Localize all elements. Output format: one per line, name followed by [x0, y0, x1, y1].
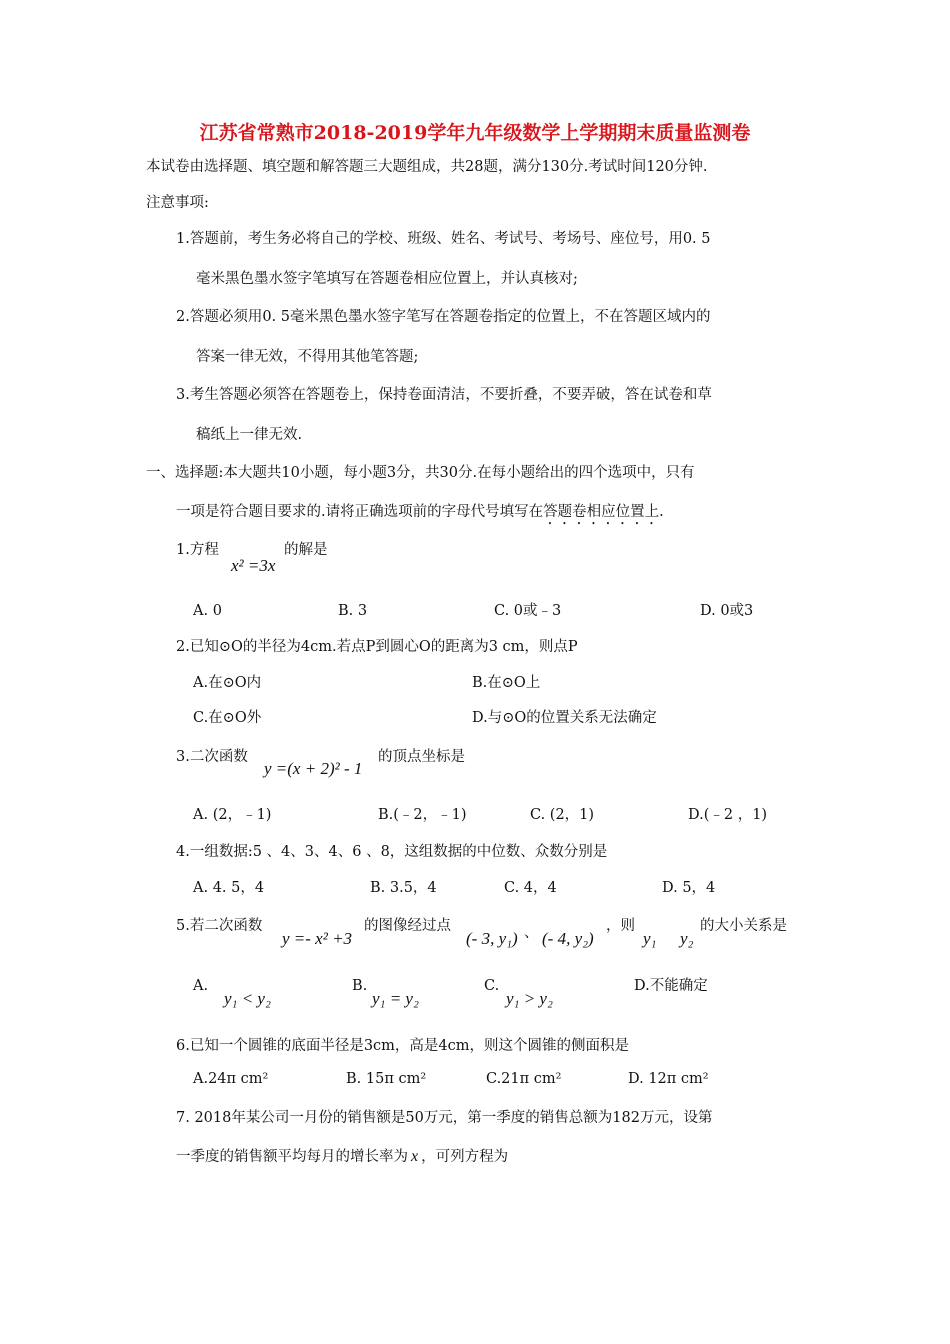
- q4-option-c: C. 4，4: [504, 880, 557, 896]
- q3-formula: y =(x + 2)² - 1: [264, 759, 363, 778]
- notice-2-line-2: 答案一律无效，不得用其他笔答题;: [196, 349, 419, 365]
- q6-option-b: B. 15π cm²: [346, 1071, 427, 1087]
- q5-y2: y₂: [680, 929, 694, 948]
- q3-option-b: B.(﹣2，﹣1): [378, 807, 467, 823]
- q6-option-d: D. 12π cm²: [628, 1071, 709, 1087]
- q5-option-b-letter: B.: [352, 978, 368, 994]
- q1-stem-post: 的解是: [284, 542, 328, 558]
- q1-option-c: C. 0或﹣3: [494, 603, 562, 619]
- q3-option-d: D.(﹣2 ，1): [688, 807, 768, 823]
- q5-option-a-expr: y₁ < y₂: [224, 989, 271, 1008]
- notice-2-line-1: 2.答题必须用0. 5毫米黑色墨水签字笔写在答题卷指定的位置上，不在答题区域内的: [176, 309, 711, 325]
- notice-3-line-2: 稿纸上一律无效.: [196, 427, 303, 443]
- q5-stem-pre: 5.若二次函数: [176, 918, 263, 934]
- q3-option-a: A. (2，﹣1): [193, 807, 272, 823]
- q2-option-a: A.在⊙O内: [193, 675, 262, 691]
- q5-function: y =- x² +3: [282, 929, 353, 948]
- q2-stem: 2.已知⊙O的半径为4cm.若点P到圆心O的距离为3 cm，则点P: [176, 639, 578, 655]
- q1-option-b: B. 3: [338, 603, 368, 619]
- q7-variable: x: [411, 1148, 419, 1165]
- q5-stem-mid: 的图像经过点: [364, 918, 451, 934]
- q5-option-c-letter: C.: [484, 978, 500, 994]
- q5-option-d: D.不能确定: [634, 978, 708, 994]
- q3-option-c: C. (2，1): [530, 807, 595, 823]
- q7-line-2-pre: 一季度的销售额平均每月的增长率为: [176, 1149, 408, 1165]
- q5-then: ，则: [606, 918, 635, 934]
- q5-separator: 、: [524, 925, 539, 941]
- q5-point-2: (- 4, y₂): [542, 929, 594, 948]
- q1-formula: x² =3x: [231, 556, 276, 575]
- notice-heading: 注意事项:: [146, 195, 209, 211]
- q6-option-c: C.21π cm²: [486, 1071, 562, 1087]
- q3-stem-post: 的顶点坐标是: [378, 749, 465, 765]
- q5-y1: y₁: [643, 929, 657, 948]
- notice-1-line-1: 1.答题前，考生务必将自己的学校、班级、姓名、考试号、考场号、座位号，用0. 5: [176, 231, 711, 247]
- q2-option-c: C.在⊙O外: [193, 710, 262, 726]
- q4-stem: 4.一组数据:5 、4、3、4、6 、8，这组数据的中位数、众数分别是: [176, 844, 608, 860]
- notice-3-line-1: 3.考生答题必须答在答题卷上，保持卷面清洁，不要折叠，不要弄破，答在试卷和草: [176, 387, 712, 403]
- q2-option-d: D.与⊙O的位置关系无法确定: [472, 710, 657, 726]
- q4-option-d: D. 5，4: [662, 880, 716, 896]
- page-title: 江苏省常熟市2018-2019学年九年级数学上学期期末质量监测卷: [199, 122, 751, 144]
- q6-stem: 6.已知一个圆锥的底面半径是3cm，高是4cm，则这个圆锥的侧面积是: [176, 1038, 630, 1054]
- section-1-heading: 一、选择题:本大题共10小题，每小题3分，共30分.在每小题给出的四个选项中，只有: [146, 465, 695, 481]
- q5-stem-post: 的大小关系是: [700, 918, 787, 934]
- q4-option-b: B. 3.5，4: [370, 880, 437, 896]
- q5-option-a-letter: A.: [193, 978, 209, 994]
- q1-option-a: A. 0: [193, 603, 222, 619]
- section-1-line-2: [176, 504, 664, 528]
- q6-option-a: A.24π cm²: [193, 1071, 269, 1087]
- q3-stem-pre: 3.二次函数: [176, 749, 248, 765]
- q4-option-a: A. 4. 5，4: [193, 880, 265, 896]
- q5-option-c-expr: y₁ > y₂: [506, 989, 553, 1008]
- q5-option-b-expr: y₁ = y₂: [372, 989, 419, 1008]
- intro-text: 本试卷由选择题、填空题和解答题三大题组成，共28题，满分130分.考试时间120分钟.: [146, 159, 708, 175]
- section-1-line-2-post: .: [659, 504, 664, 520]
- section-1-line-2-pre: 一项是符合题目要求的.请将正确选项前的字母代号填写在: [176, 504, 544, 520]
- section-1-emphasis: 答题卷相应位置上: [543, 504, 660, 520]
- q5-point-1: (- 3, y₁): [466, 929, 518, 948]
- q2-option-b: B.在⊙O上: [472, 675, 541, 691]
- q7-line-2: [176, 1149, 508, 1165]
- notice-1-line-2: 毫米黑色墨水签字笔填写在答题卷相应位置上，并认真核对;: [196, 271, 578, 287]
- q1-option-d: D. 0或3: [700, 603, 754, 619]
- q7-line-1: 7. 2018年某公司一月份的销售额是50万元，第一季度的销售总额为182万元，设第: [176, 1110, 713, 1126]
- q1-stem-pre: 1.方程: [176, 542, 219, 558]
- q7-line-2-post: ，可列方程为: [421, 1149, 509, 1165]
